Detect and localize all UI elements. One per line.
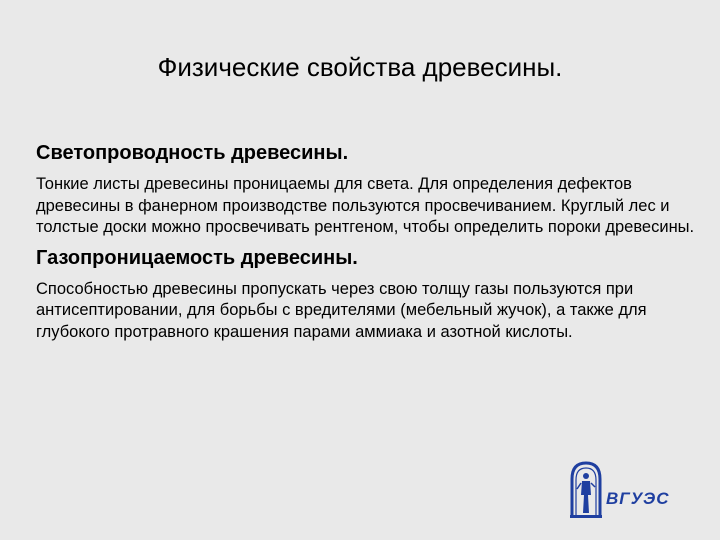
section-text-gas: Способностью древесины пропускать через свою толщу газы пользуются при антисептировании, для борьбы с вредителями (мебельный жучок), а также для глубокого протравного крашения парами аммиака и азотной кислоты. (36, 279, 647, 341)
slide-title: Физические свойства древесины. (157, 52, 563, 82)
section-text-light: Тонкие листы древесины проницаемы для света. Для определения дефектов древесины в фанерном производстве пользуются просвечиванием. Круглый лес и толстые доски можно просвечивать рентгеном, чтобы определить пороки древесины. (36, 175, 695, 236)
slide-content (36, 140, 696, 349)
section-heading-light: Светопроводность древесины. (36, 142, 349, 164)
arch-emblem-icon (568, 459, 604, 519)
university-logo (568, 459, 688, 519)
section-heading-gas: Газопроницаемость древесины. (36, 246, 358, 269)
logo-text: ВГУЭС (606, 489, 670, 508)
